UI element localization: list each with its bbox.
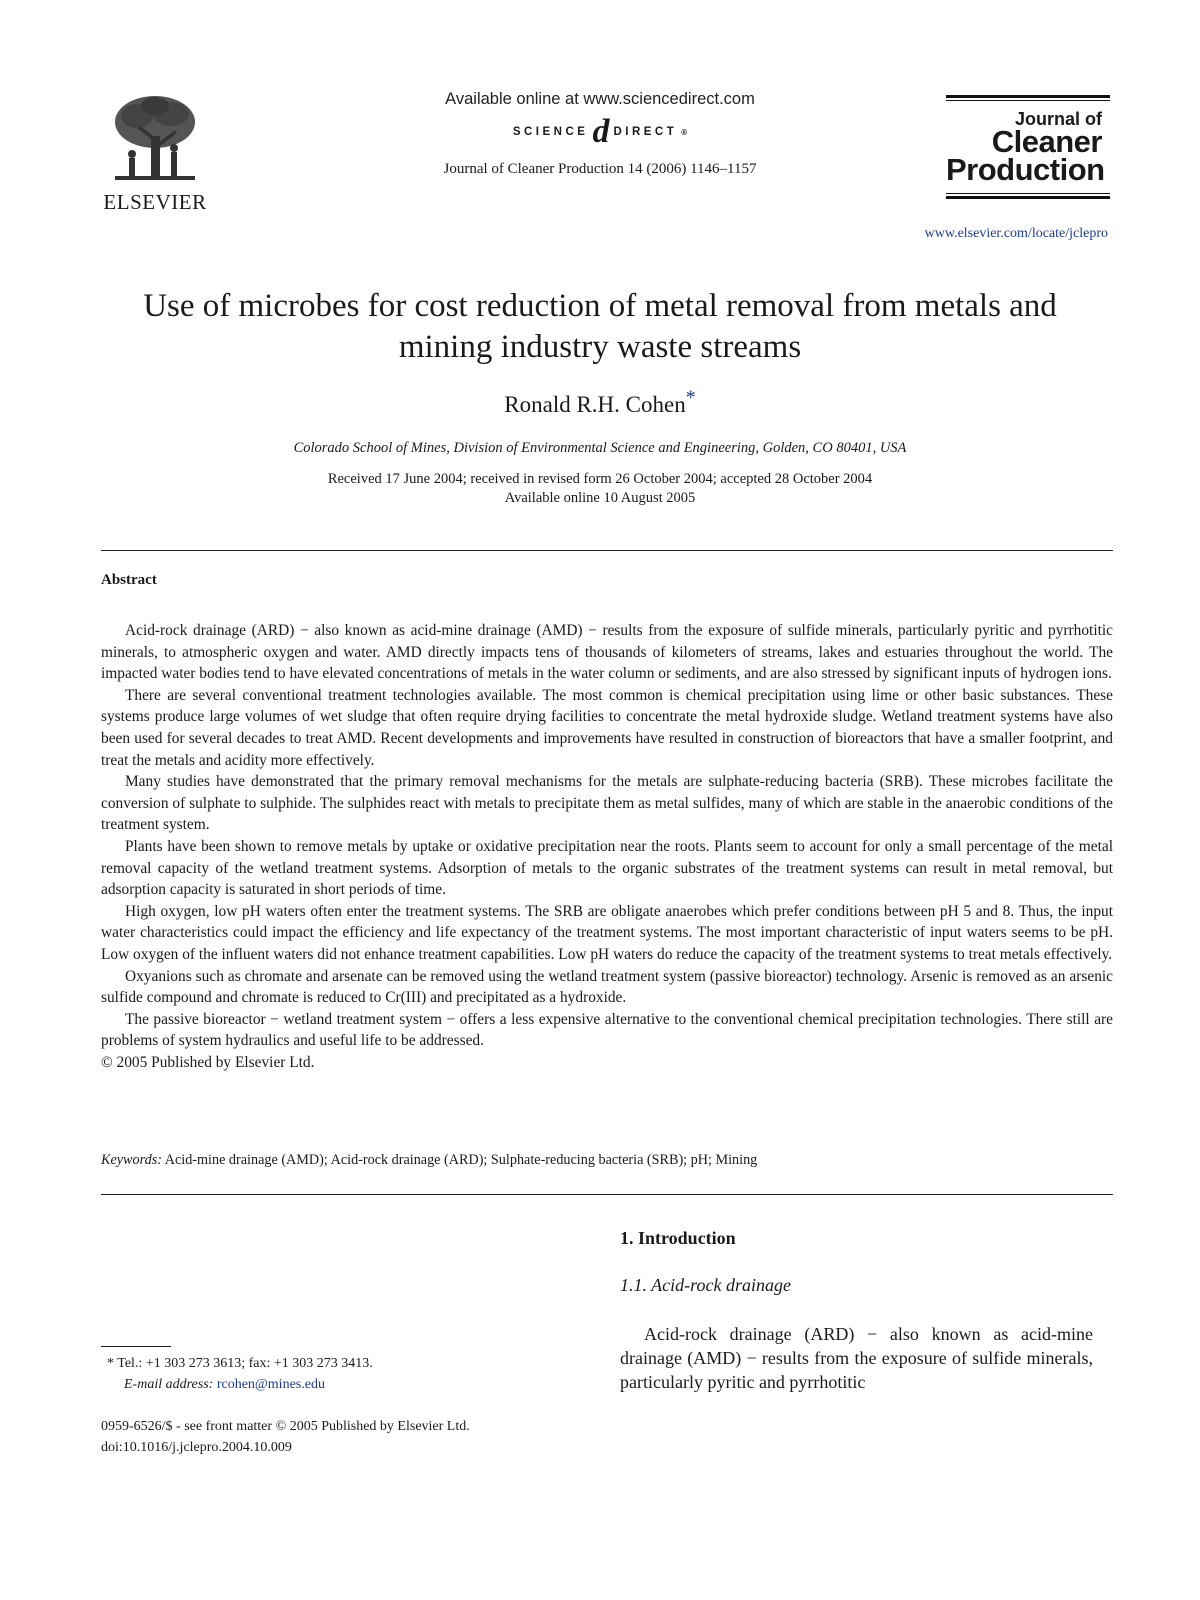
abstract-paragraph: Acid-rock drainage (ARD) − also known as acid-mine drainage (AMD) − results from the exposure of sulfide minerals, particularly pyritic and pyrrhotitic minerals, to atmospheric oxygen and water. AMD directly impacts tens of thousands of kilometers of streams, lakes and estuaries throughout the world. The impacted water bodies tend to have elevated concentrations of metals in the water column or sediments, and are also stressed by significant inputs of hydrogen ions.: [101, 622, 1113, 683]
elsevier-wordmark: ELSEVIER: [103, 190, 207, 214]
keywords-list: Acid-mine drainage (AMD); Acid-rock drainage (ARD); Sulphate-reducing bacteria (SRB); pH; Mining: [164, 1152, 758, 1168]
issn-line: 0959-6526/$ - see front matter © 2005 Published by Elsevier Ltd.: [101, 1419, 470, 1434]
journal-logo-line3: Production: [946, 152, 1105, 188]
keywords: [101, 1152, 757, 1169]
abstract-body: [101, 620, 1113, 1073]
abstract-paragraph: There are several conventional treatment technologies available. The most common is chemical precipitation using lime or other basic substances. These systems produce large volumes of wet sludge that often require drying facilities to concentrate the metal hydroxide sludge. Wetland treatment systems have also been used for several decades to treat AMD. Recent developments and improvements have resulted in construction of bioreactors that have a smaller footprint, and treat the metals and acidity more effectively.: [101, 686, 1113, 769]
journal-url-link[interactable]: www.elsevier.com/locate/jclepro: [924, 226, 1108, 241]
author-line: [300, 386, 900, 418]
email-link[interactable]: rcohen@mines.edu: [216, 1377, 325, 1392]
journal-logo-line1: Journal of: [1014, 109, 1102, 129]
footnote-rule: [101, 1346, 171, 1347]
sciencedirect-left: SCIENCE: [512, 126, 589, 138]
email-label: E-mail address:: [124, 1377, 214, 1392]
front-matter-info: [101, 1416, 470, 1458]
elsevier-tree-icon: [107, 92, 203, 188]
elsevier-logo: [96, 92, 214, 215]
received-dates: Received 17 June 2004; received in revised form 26 October 2004; accepted 28 October 2004: [327, 471, 873, 487]
logo-rule-top: [946, 95, 1110, 98]
subsection-heading: 1.1. Acid-rock drainage: [620, 1275, 791, 1295]
journal-header: [300, 90, 900, 178]
abstract-paragraph: High oxygen, low pH waters often enter the treatment systems. The SRB are obligate anaerobes which prefer conditions between pH 5 and 8. Thus, the input water characteristics could impact the efficiency and life expectancy of the treatment systems. The most important characteristic of input waters seems to be pH. Low oxygen of the influent waters did not enhance treatment capabilities. Low pH waters do reduce the capacity of the treatment systems to treat metals effectively.: [101, 902, 1113, 963]
available-online-text: Available online at www.sciencedirect.com: [445, 90, 755, 108]
abstract-paragraph: Plants have been shown to remove metals by uptake or oxidative precipitation near the roots. Plants seem to account for only a small percentage of the metal removal capacity of the wetland treatment systems. Adsorption of metals to the organic substrates of the treatment systems can result in metal removal, but adsorption capacity is saturated in short periods of time.: [101, 837, 1113, 899]
abstract-paragraph: Many studies have demonstrated that the primary removal mechanisms for the metals are sulphate-reducing bacteria (SRB). These microbes facilitate the conversion of sulphate to sulphide. The sulphides react with metals to precipitate them as metal sulfides, many of which are stable in the anaerobic conditions of the treatment system.: [101, 773, 1113, 834]
logo-rule-bottom: [946, 196, 1110, 199]
doi-line: doi:10.1016/j.jclepro.2004.10.009: [101, 1440, 292, 1455]
article-dates: [100, 470, 1100, 508]
abstract-paragraph: The passive bioreactor − wetland treatment system − offers a less expensive alternative to the conventional chemical precipitation technologies. There still are problems of system hydraulics and useful life to be addressed.: [101, 1010, 1113, 1050]
journal-citation: Journal of Cleaner Production 14 (2006) 1146–1157: [443, 161, 757, 177]
affiliation: Colorado School of Mines, Division of Environmental Science and Engineering, Golden, CO 80401, USA: [293, 440, 907, 456]
keywords-label: Keywords:: [101, 1152, 162, 1168]
footnote-email-line: [107, 1374, 373, 1395]
abstract-copyright: © 2005 Published by Elsevier Ltd.: [101, 1053, 315, 1071]
abstract-heading: Abstract: [101, 572, 157, 588]
sciencedirect-logo: [300, 113, 900, 150]
available-online-date: Available online 10 August 2005: [504, 490, 696, 506]
divider-bottom: [101, 1194, 1113, 1195]
author-footnote-link[interactable]: *: [685, 386, 696, 409]
sciencedirect-at-icon: d: [592, 113, 610, 150]
section-heading: 1. Introduction: [620, 1228, 736, 1248]
registered-mark: ®: [681, 127, 688, 137]
intro-paragraph: Acid-rock drainage (ARD) − also known as acid-mine drainage (AMD) − results from the exposure of sulfide minerals, particularly pyritic and pyrrhotitic: [620, 1324, 1093, 1392]
journal-logo: [946, 95, 1110, 199]
divider-top: [101, 550, 1113, 551]
footnote: [107, 1353, 373, 1395]
article-title: Use of microbes for cost reduction of metal removal from metals and mining industry waste streams: [143, 288, 1057, 365]
footnote-contact: * Tel.: +1 303 273 3613; fax: +1 303 273 3413.: [107, 1356, 373, 1371]
author-name: Ronald R.H. Cohen: [504, 392, 686, 417]
logo-rule-bottom-thin: [946, 193, 1110, 194]
sciencedirect-right: DIRECT: [613, 126, 678, 138]
abstract-paragraph: Oxyanions such as chromate and arsenate can be removed using the wetland treatment system (passive bioreactor) technology. Arsenic is removed as an arsenic sulfide compound and chromate is reduced to Cr(III) and precipitated as a hydroxide.: [101, 967, 1113, 1007]
journal-logo-line2: Cleaner: [991, 123, 1102, 159]
